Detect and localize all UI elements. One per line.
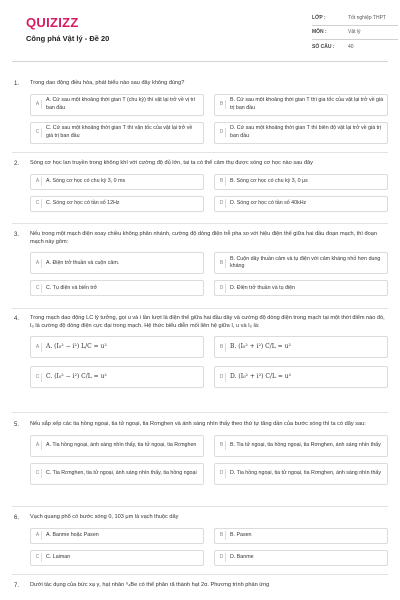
question-number: 2. [14,161,20,167]
option-text: B. Pasen [230,531,252,538]
option-letter: A [34,531,42,540]
option-text: C. Tia Rơnghen, tia tử ngoại, ánh sáng nhìn thấy, tia hồng ngoại [46,469,197,476]
option-letter: B [218,177,226,186]
meta-class-label: LỚP : [312,15,326,22]
option-letter: A [34,100,42,109]
quiz-title: Công phá Vật lý - Đề 20 [26,34,110,43]
option-c[interactable] [30,366,204,388]
option-text: D. Tia hồng ngoại, tia tử ngoại, tia Rơnghen, ánh sáng nhìn thấy [230,469,382,476]
option-letter: C [34,373,42,382]
option-text: D. Cứ sau một khoảng thời gian T thì biên độ vật lại trở về giá trị ban đầu [230,125,382,139]
meta-class-row [312,12,398,26]
question-number: 4. [14,316,20,322]
option-letter: D [218,553,226,562]
question-text: Trong dao động điều hòa, phát biểu nào sau đây không đúng? [30,80,185,86]
question-text: Trong mạch dao động LC lý tưởng, gọi u và i lần lượt là điện thế giữa hai đầu dây và cường độ dòng điện trong mạch tại một thời điểm nào đó, I₀ là cường độ dòng điện cực đại trong mạch. Hệ thức biểu diễn mối liên hệ giữa I, u và I₀ là: [30,315,385,329]
option-text: C. Cứ sau một khoảng thời gian T thì vận tốc của vật lại trở về giá trị ban đầu [46,125,193,139]
option-a[interactable] [30,435,204,457]
question-text: Nếu sắp xếp các tia hồng ngoại, tia tử ngoại, tia Rơnghen và ánh sáng nhìn thấy theo thứ tự tăng dần của bước sóng thì ta có dãy sau: [30,421,366,427]
question-divider [12,574,388,575]
option-letter: B [218,259,226,268]
option-b[interactable] [214,174,388,190]
option-c[interactable] [30,196,204,212]
option-text: B. Cứ sau một khoảng thời gian T thì gia tốc của vật lại trở về giá trị ban đầu [230,97,384,111]
option-d[interactable] [214,196,388,212]
option-text: A. Tia hồng ngoại, ánh sáng nhìn thấy, tia tử ngoại, tia Rơnghen [46,441,197,448]
meta-subject-row [312,26,398,40]
option-c[interactable] [30,463,204,485]
meta-count-value: 40 [348,43,354,50]
option-letter: C [34,469,42,478]
option-letter: A [34,343,42,352]
meta-table [312,12,398,54]
option-text: D. Điện trở thuần và tụ điện [230,284,296,291]
option-text: A. Cứ sau một khoảng thời gian T (chu kỳ) thì vật lại trở về vị trí ban đầu [46,97,196,111]
meta-subject-label: MÔN : [312,29,327,36]
option-c[interactable] [30,122,204,144]
option-letter: C [34,128,42,137]
option-b[interactable] [214,94,388,116]
option-letter: B [218,441,226,450]
question-divider [12,412,388,413]
option-text: A. Sóng cơ học có chu kỳ 3, 0 ms [46,177,126,184]
option-letter: C [34,199,42,208]
option-a[interactable] [30,528,204,544]
question-6 [12,514,388,566]
option-b[interactable] [214,336,388,358]
option-letter: B [218,343,226,352]
question-1 [12,80,388,144]
option-letter: C [34,284,42,293]
option-a[interactable] [30,336,204,358]
option-letter: D [218,373,226,382]
option-text: A. (I₀² − i²) L/C = u² [46,343,107,351]
options-grid [30,435,388,485]
question-4 [12,315,388,388]
option-d[interactable] [214,366,388,388]
option-letter: D [218,469,226,478]
options-grid [30,174,388,212]
question-5 [12,421,388,485]
option-c[interactable] [30,550,204,566]
option-text: D. Sóng cơ học có tần số 40kHz [230,199,307,206]
options-grid [30,336,388,388]
option-b[interactable] [214,528,388,544]
meta-subject-value: Vật lý [348,29,361,36]
question-2 [12,160,388,212]
option-letter: D [218,284,226,293]
question-number: 7. [14,583,20,589]
option-a[interactable] [30,252,204,274]
option-letter: D [218,128,226,137]
option-c[interactable] [30,280,204,296]
option-text: D. (I₀² + i²) C/L = u² [230,373,292,381]
question-divider [12,152,388,153]
option-text: C. Sóng cơ học có tần số 12Hz [46,199,120,206]
question-number: 1. [14,81,20,87]
options-grid [30,94,388,144]
option-d[interactable] [214,122,388,144]
option-b[interactable] [214,252,388,274]
option-d[interactable] [214,550,388,566]
option-d[interactable] [214,463,388,485]
question-text: Sóng cơ học lan truyền trong không khí với cường độ đủ lớn, tai ta có thể cảm thụ được sóng cơ học nào sau đây [30,160,313,166]
option-a[interactable] [30,94,204,116]
option-text: D. Banme [230,553,254,560]
options-grid [30,528,388,566]
option-text: A. Banme hoặc Pasen [46,531,99,538]
option-letter: B [218,531,226,540]
option-letter: D [218,199,226,208]
worksheet-header [12,0,388,62]
question-number: 3. [14,232,20,238]
option-letter: C [34,553,42,562]
option-letter: A [34,441,42,450]
option-text: B. Cuộn dây thuần cảm và tụ điện với cảm kháng nhỏ hơn dung kháng [230,255,381,270]
question-number: 5. [14,422,20,428]
question-text: Vạch quang phổ có bước sóng 0, 103 μm là vạch thuộc dãy [30,514,179,520]
option-letter: B [218,100,226,109]
option-letter: A [34,259,42,268]
meta-class-value: Tốt nghiệp THPT [348,15,386,22]
meta-count-row [312,40,398,54]
option-text: C. Laiman [46,553,71,560]
option-text: C. Tụ điện và biến trở [46,284,98,291]
question-divider [12,308,388,309]
question-3 [12,231,388,296]
option-text: B. (I₀² + i²) C/L = u² [230,343,291,351]
option-text: B. Sóng cơ học có chu kỳ 3, 0 μs [230,177,308,184]
question-number: 6. [14,515,20,521]
option-text: A. Điện trở thuần và cuộn cảm. [46,259,120,266]
meta-count-label: SỐ CÂU : [312,43,335,50]
question-divider [12,506,388,507]
option-d[interactable] [214,280,388,296]
options-grid [30,252,388,296]
question-divider [12,223,388,224]
option-a[interactable] [30,174,204,190]
option-b[interactable] [214,435,388,457]
option-text: B. Tia tử ngoại, tia hồng ngoại, tia Rơnghen, ánh sáng nhìn thấy [230,441,381,448]
question-text: Nếu trong một mạch điện xoay chiều không phân nhánh, cường độ dòng điện trễ pha so với hiệu điện thế giữa hai đầu đoạn mạch, thì đoạn mạch này gồm: [30,231,377,245]
question-text: Dưới tác dụng của bức xạ γ, hạt nhân ⁹₄Be có thể phân rã thành hạt 2α. Phương trình phản ứng [30,582,270,588]
quizizz-logo: QUIZIZZ [26,15,79,30]
option-text: C. (I₀² − i²) C/L = u² [46,373,107,381]
option-letter: A [34,177,42,186]
question-7 [12,582,388,590]
